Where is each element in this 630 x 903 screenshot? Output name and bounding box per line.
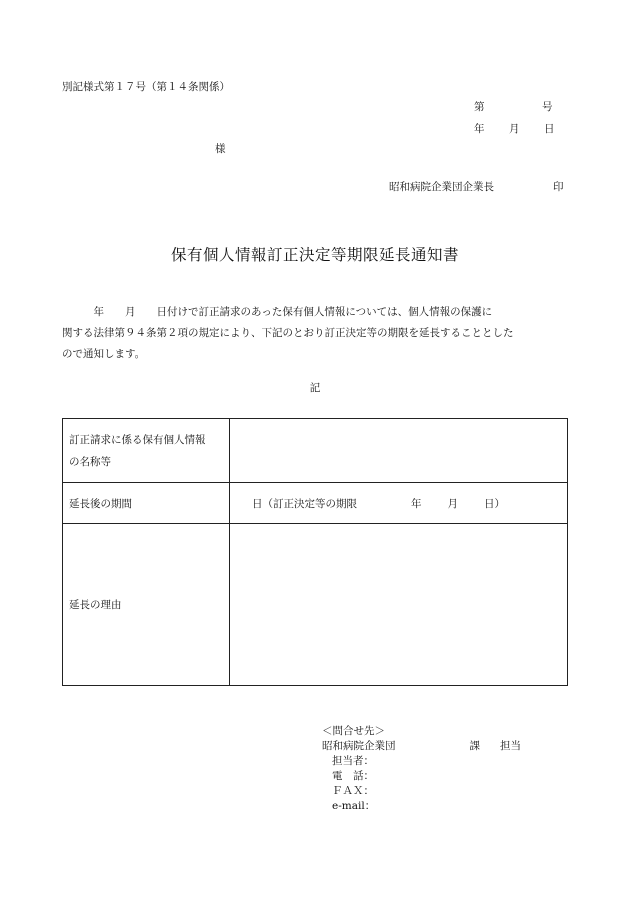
period-day-close: 日） xyxy=(484,497,505,510)
info-name-label xyxy=(63,419,230,483)
contact-block xyxy=(322,724,521,814)
form-number: 別記様式第１７号（第１４条関係） xyxy=(62,81,230,93)
contact-org: 昭和病院企業団 xyxy=(322,740,396,752)
date-year: 年 xyxy=(474,123,485,135)
document-number-suffix: 号 xyxy=(542,101,553,113)
date-month: 月 xyxy=(509,123,520,135)
extended-period-value[interactable] xyxy=(230,483,568,524)
details-table xyxy=(62,418,568,686)
info-name-value[interactable] xyxy=(230,419,568,483)
sender-name: 昭和病院企業団企業長 xyxy=(389,181,494,193)
period-year: 年 xyxy=(411,497,422,510)
contact-phone: 電 話： xyxy=(332,770,374,782)
body-line: ので通知します。 xyxy=(62,348,146,360)
period-day-text: 日（訂正決定等の期限 xyxy=(252,497,357,510)
contact-dept-ka: 課 xyxy=(469,740,480,752)
reason-label: 延長の理由 xyxy=(63,524,230,686)
document-title: 保有個人情報訂正決定等期限延長通知書 xyxy=(170,246,459,264)
extended-period-label: 延長後の期間 xyxy=(63,483,230,524)
document-number-prefix: 第 xyxy=(474,101,485,113)
reason-value[interactable] xyxy=(230,524,568,686)
label-text: 訂正請求に係る保有個人情報 xyxy=(69,433,206,446)
contact-org-row xyxy=(322,739,521,754)
label-text: の名称等 xyxy=(69,455,111,468)
body-paragraph xyxy=(62,302,570,365)
date-day: 日 xyxy=(544,123,555,135)
body-line: 年 月 日付けで訂正請求のあった保有個人情報については、個人情報の保護に xyxy=(62,306,493,318)
contact-heading: ＜問合せ先＞ xyxy=(322,725,385,737)
seal-mark: 印 xyxy=(553,181,564,193)
contact-person: 担当者： xyxy=(332,755,374,767)
table-row xyxy=(63,524,568,686)
contact-email: e-mail： xyxy=(332,800,376,812)
addressee-honorific: 様 xyxy=(215,143,226,155)
contact-dept-tanto: 担当 xyxy=(500,740,521,752)
period-month: 月 xyxy=(447,497,458,510)
table-row xyxy=(63,419,568,483)
table-row xyxy=(63,483,568,524)
ki-heading: 記 xyxy=(309,382,321,394)
contact-fax: ＦＡＸ： xyxy=(332,785,374,797)
body-line: 関する法律第９４条第２項の規定により、下記のとおり訂正決定等の期限を延長することとした xyxy=(62,327,514,339)
